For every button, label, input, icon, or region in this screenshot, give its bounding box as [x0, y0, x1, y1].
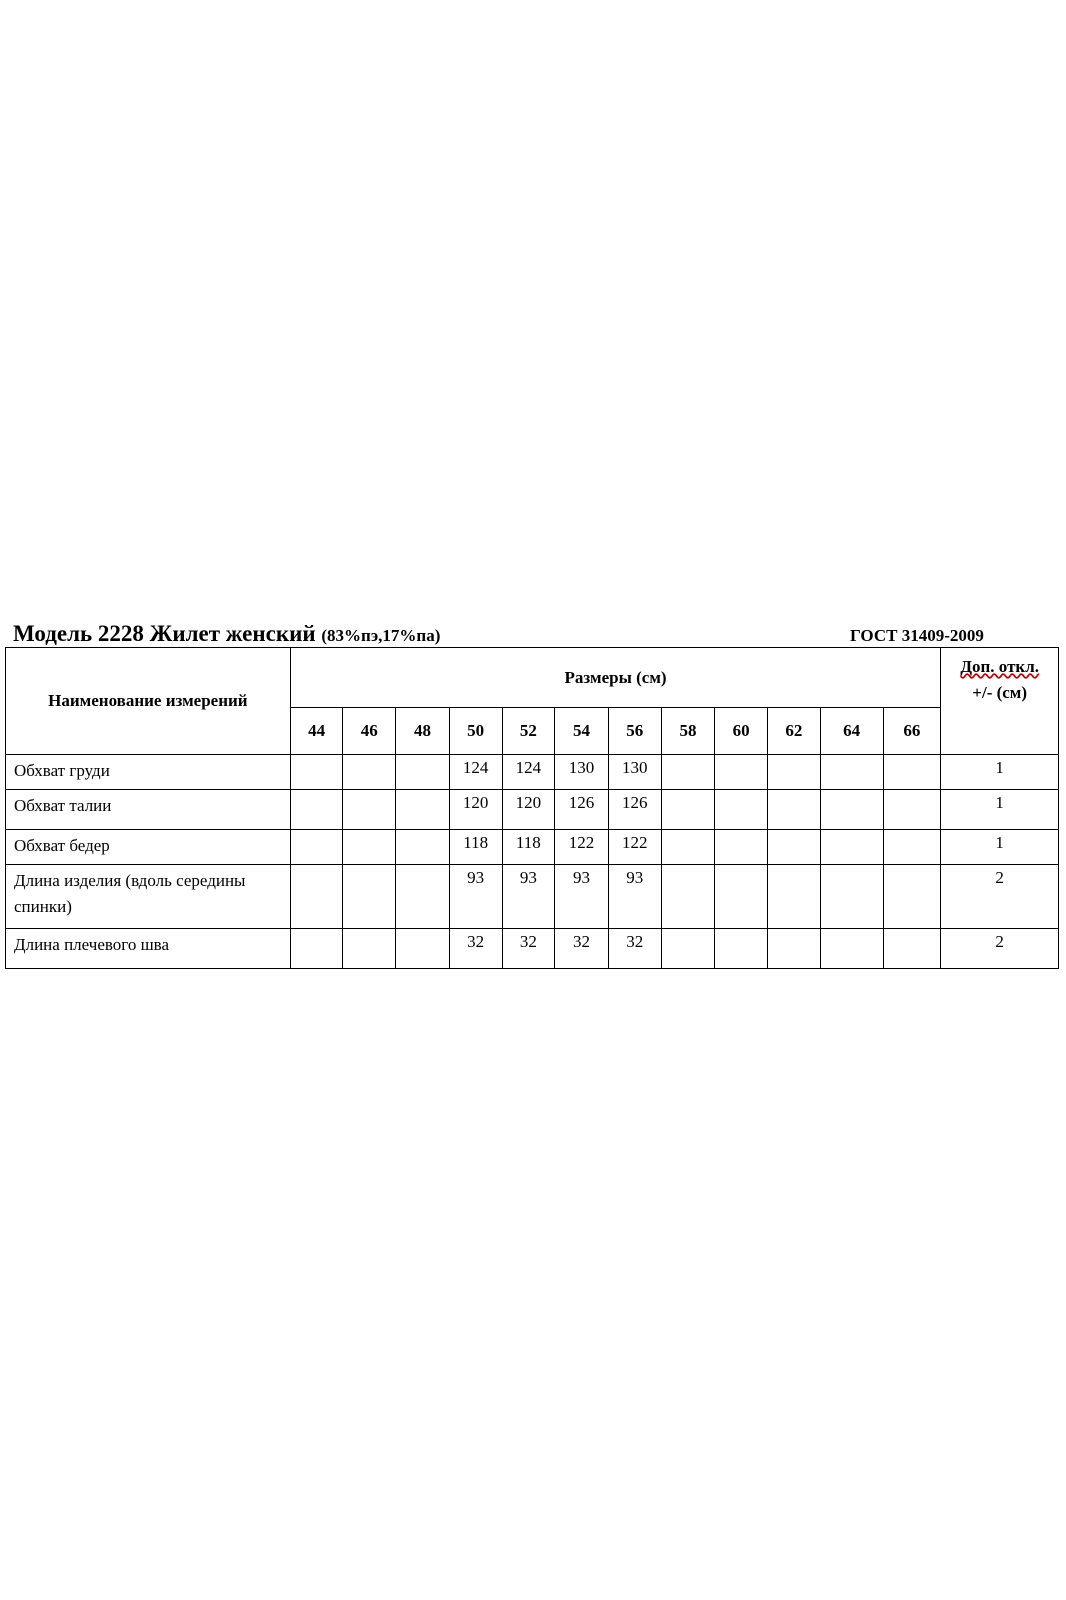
value-cell-size-48 [396, 790, 450, 830]
row-label: Обхват бедер [6, 830, 291, 865]
value-cell-size-58 [661, 755, 715, 790]
value-cell-size-66 [883, 790, 941, 830]
value-cell-size-48 [396, 755, 450, 790]
value-cell-size-46 [343, 865, 396, 929]
value-cell-size-54: 126 [555, 790, 609, 830]
value-cell-size-50: 124 [449, 755, 502, 790]
value-cell-size-62 [767, 929, 820, 969]
value-cell-size-44 [290, 830, 343, 865]
value-cell-size-52: 118 [502, 830, 555, 865]
table-row [6, 790, 1059, 830]
value-cell-size-56: 122 [608, 830, 661, 865]
gost-standard: ГОСТ 31409-2009 [850, 626, 984, 645]
value-cell-size-60 [715, 790, 768, 830]
value-cell-size-52: 124 [502, 755, 555, 790]
value-cell-size-54: 93 [555, 865, 609, 929]
value-cell-size-62 [767, 790, 820, 830]
value-cell-size-62 [767, 755, 820, 790]
value-cell-size-56: 126 [608, 790, 661, 830]
value-cell-size-64 [820, 929, 883, 969]
row-label: Обхват груди [6, 755, 291, 790]
value-cell-size-58 [661, 865, 715, 929]
table-row [6, 929, 1059, 969]
value-cell-size-50: 32 [449, 929, 502, 969]
value-cell-size-44 [290, 929, 343, 969]
table-row [6, 755, 1059, 790]
tolerance-header-line1: Доп. откл. [960, 657, 1040, 676]
value-cell-size-60 [715, 929, 768, 969]
value-cell-size-60 [715, 830, 768, 865]
tolerance-cell: 1 [941, 755, 1059, 790]
value-cell-size-60 [715, 865, 768, 929]
value-cell-size-44 [290, 790, 343, 830]
value-cell-size-46 [343, 830, 396, 865]
value-cell-size-46 [343, 790, 396, 830]
value-cell-size-48 [396, 929, 450, 969]
value-cell-size-50: 93 [449, 865, 502, 929]
tolerance-cell: 2 [941, 929, 1059, 969]
value-cell-size-58 [661, 830, 715, 865]
value-cell-size-60 [715, 755, 768, 790]
value-cell-size-48 [396, 830, 450, 865]
value-cell-size-46 [343, 755, 396, 790]
tolerance-header [941, 648, 1059, 755]
value-cell-size-62 [767, 865, 820, 929]
value-cell-size-56: 130 [608, 755, 661, 790]
value-cell-size-64 [820, 790, 883, 830]
fabric-composition: (83%пэ,17%па) [321, 626, 441, 645]
tolerance-cell: 2 [941, 865, 1059, 929]
table-row [6, 830, 1059, 865]
value-cell-size-50: 120 [449, 790, 502, 830]
size-header-66: 66 [883, 708, 941, 755]
value-cell-size-56: 32 [608, 929, 661, 969]
size-header-52: 52 [502, 708, 555, 755]
value-cell-size-66 [883, 830, 941, 865]
size-header-46: 46 [343, 708, 396, 755]
value-cell-size-66 [883, 865, 941, 929]
value-cell-size-64 [820, 830, 883, 865]
value-cell-size-64 [820, 865, 883, 929]
size-header-50: 50 [449, 708, 502, 755]
table-row [6, 865, 1059, 929]
tolerance-cell: 1 [941, 790, 1059, 830]
size-header-60: 60 [715, 708, 768, 755]
value-cell-size-52: 120 [502, 790, 555, 830]
value-cell-size-54: 32 [555, 929, 609, 969]
measurement-name-header [6, 648, 291, 755]
header-row-top [6, 648, 1059, 708]
value-cell-size-44 [290, 755, 343, 790]
value-cell-size-46 [343, 929, 396, 969]
value-cell-size-64 [820, 755, 883, 790]
size-header-54: 54 [555, 708, 609, 755]
value-cell-size-56: 93 [608, 865, 661, 929]
value-cell-size-52: 32 [502, 929, 555, 969]
value-cell-size-54: 130 [555, 755, 609, 790]
tolerance-cell: 1 [941, 830, 1059, 865]
model-title-text: Модель 2228 Жилет женский [13, 621, 316, 646]
row-label: Длина изделия (вдоль середины спинки) [6, 865, 291, 929]
size-header-48: 48 [396, 708, 450, 755]
value-cell-size-66 [883, 929, 941, 969]
size-header-62: 62 [767, 708, 820, 755]
row-label: Обхват талии [6, 790, 291, 830]
size-header-56: 56 [608, 708, 661, 755]
value-cell-size-62 [767, 830, 820, 865]
row-label: Длина плечевого шва [6, 929, 291, 969]
size-table [5, 647, 1059, 969]
sizes-header: Размеры (см) [290, 648, 941, 708]
value-cell-size-44 [290, 865, 343, 929]
size-header-64: 64 [820, 708, 883, 755]
value-cell-size-58 [661, 929, 715, 969]
value-cell-size-50: 118 [449, 830, 502, 865]
value-cell-size-52: 93 [502, 865, 555, 929]
value-cell-size-58 [661, 790, 715, 830]
value-cell-size-66 [883, 755, 941, 790]
measurement-rows [6, 755, 1059, 969]
value-cell-size-48 [396, 865, 450, 929]
size-header-58: 58 [661, 708, 715, 755]
size-header-44: 44 [290, 708, 343, 755]
tolerance-header-line2: +/- (см) [972, 683, 1028, 702]
model-title [13, 621, 440, 647]
value-cell-size-54: 122 [555, 830, 609, 865]
measurement-name-header-text: Наименование измерений [48, 691, 248, 710]
